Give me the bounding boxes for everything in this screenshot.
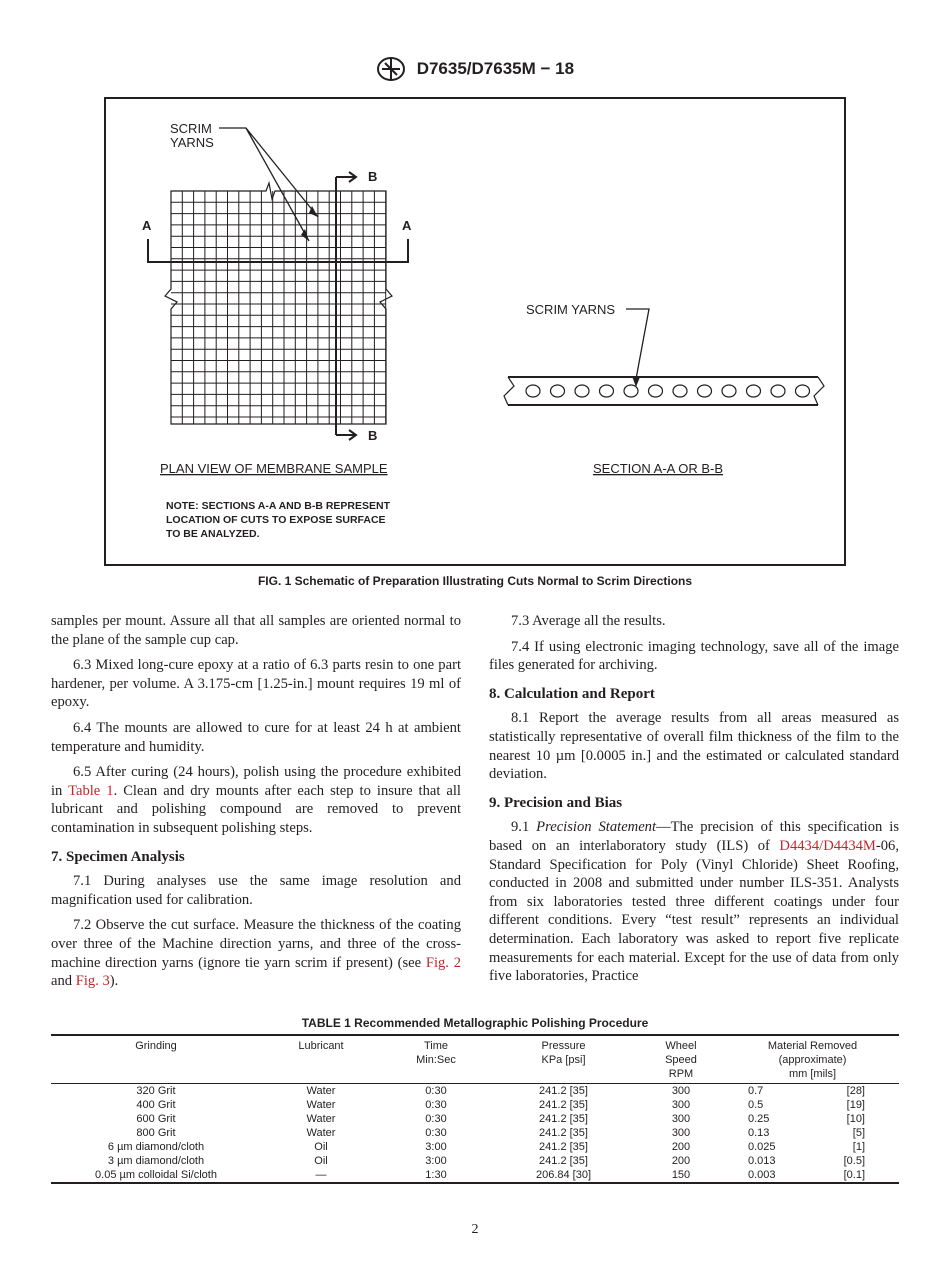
scrim-yarn-circle: [551, 385, 565, 397]
section-8-heading: 8. Calculation and Report: [489, 685, 655, 702]
paragraph-7-3: 7.3 Average all the results.: [511, 613, 666, 629]
polishing-table: [51, 1034, 899, 1184]
figure-1-frame: [104, 97, 846, 566]
cell-lubricant: Oil: [314, 1141, 328, 1153]
col-wheel: Wheel Speed RPM: [665, 1040, 697, 1080]
scrim-yarns-label-2: YARNS: [170, 135, 214, 150]
cell-grinding: 6 µm diamond/cloth: [107, 1141, 205, 1153]
cell-mm: 0.7: [748, 1085, 764, 1097]
table-row: [51, 1084, 899, 1099]
cell-rpm: 300: [671, 1113, 691, 1125]
cell-mils: [19]: [846, 1099, 865, 1111]
table-row: [51, 1112, 899, 1126]
cell-grinding: 3 µm diamond/cloth: [107, 1155, 205, 1167]
fig-2-link[interactable]: Fig. 2: [425, 954, 462, 971]
cell-rpm: 200: [671, 1141, 691, 1153]
cell-mm: 0.013: [748, 1155, 776, 1167]
cell-lubricant: Water: [306, 1127, 336, 1139]
scrim-yarns-label-1: SCRIM: [170, 121, 212, 136]
col-pressure: Pressure KPa [psi]: [541, 1040, 586, 1066]
astm-logo-icon: [376, 56, 406, 82]
section-7-heading: 7. Specimen Analysis: [51, 848, 185, 865]
col-lubricant: Lubricant: [298, 1040, 344, 1052]
membrane-right-break: [814, 377, 824, 405]
table-header-row: [51, 1035, 899, 1084]
cell-time: 0:30: [425, 1113, 447, 1125]
paragraph-7-4: 7.4 If using electronic imaging technology, save all of the image files generated for archiving.: [489, 638, 899, 674]
cell-grinding: 320 Grit: [136, 1085, 176, 1097]
cell-mm: 0.5: [748, 1099, 764, 1111]
cell-pressure: 241.2 [35]: [539, 1085, 588, 1097]
cell-mm: 0.025: [748, 1141, 776, 1153]
b-arrow-top: [336, 172, 356, 182]
page-header: [0, 56, 950, 82]
note-line-2: LOCATION OF CUTS TO EXPOSE SURFACE: [166, 514, 386, 526]
scrim-yarn-circle: [722, 385, 736, 397]
b-arrow-bottom: [336, 430, 356, 440]
cell-mils: [5]: [852, 1127, 865, 1139]
paragraph-8-1: 8.1 Report the average results from all areas measured as statistically representative of overall film thickness of the film to the nearest 10 µm [0.0005 in.] and the estimated or calculated standard deviation.: [489, 710, 899, 783]
figure-caption: FIG. 1 Schematic of Preparation Illustrating Cuts Normal to Scrim Directions: [257, 574, 693, 588]
paragraph-7-2: 7.2 Observe the cut surface. Measure the thickness of the coating over three of the Machine direction yarns, and three of the cross-machine direction yarns (ignore tie yarn scrim if present) (see Fig. 2 and Fig. 3).: [51, 917, 462, 990]
paragraph-7-1: 7.1 During analyses use the same image resolution and magnification used for calibration.: [51, 873, 461, 908]
cell-grinding: 600 Grit: [136, 1113, 176, 1125]
label-a-left: A: [142, 218, 152, 233]
cell-mm: 0.13: [748, 1127, 770, 1139]
page-number: 2: [471, 1222, 479, 1237]
scrim-yarn-circle: [747, 385, 761, 397]
section-yarns: [526, 385, 810, 397]
scrim-yarn-circle: [771, 385, 785, 397]
cell-pressure: 241.2 [35]: [539, 1113, 588, 1125]
membrane-left-break: [504, 377, 514, 405]
cell-lubricant: Oil: [314, 1155, 328, 1167]
cell-mils: [28]: [846, 1085, 865, 1097]
note-line-1: NOTE: SECTIONS A-A AND B-B REPRESENT: [166, 500, 391, 512]
col-material-removed: Material Removed (approximate) mm [mils]: [767, 1040, 858, 1080]
cell-rpm: 300: [671, 1085, 691, 1097]
section-leader: [626, 309, 649, 379]
label-b-bottom: B: [368, 428, 378, 443]
cell-time: 1:30: [425, 1169, 447, 1181]
table-row: [51, 1098, 899, 1112]
col-grinding: Grinding: [135, 1040, 177, 1052]
figure-1-schematic: [106, 99, 844, 564]
cell-time: 0:30: [425, 1085, 447, 1097]
scrim-yarn-circle: [600, 385, 614, 397]
left-column: [51, 612, 461, 998]
cell-lubricant: —: [315, 1169, 327, 1181]
scrim-yarn-circle: [624, 385, 638, 397]
paragraph-9-1: 9.1 Precision Statement—The precision of this specification is based on an interlaboratory study (ILS) of D4434/D4434M-06, Standard Specification for Poly (Vinyl Chloride) Sheet Roofing, conducted in 2008 and submitted under number ILS-351. Analysts from six laboratories tested three different coatings under four different conditions. Every “test result” represents an individual determination. Each laboratory was asked to report five replicate measurements for each material. Except for the use of data from only five laboratories, Practice: [489, 819, 899, 985]
cell-pressure: 241.2 [35]: [539, 1155, 588, 1167]
paragraph-6-5: 6.5 After curing (24 hours), polish using the procedure exhibited in Table 1. Clean and dry mounts after each step to insure that all lubricant and polishing compound are removed to prevent contamination in subsequent polishing steps.: [51, 764, 461, 836]
cell-rpm: 150: [671, 1169, 691, 1181]
cell-mm: 0.25: [748, 1113, 770, 1125]
cell-grinding: 0.05 µm colloidal Si/cloth: [95, 1169, 217, 1181]
cell-mils: [1]: [852, 1141, 865, 1153]
cell-mils: [10]: [846, 1113, 865, 1125]
table-caption: TABLE 1 Recommended Metallographic Polishing Procedure: [301, 1016, 649, 1030]
cell-mm: 0.003: [748, 1169, 776, 1181]
cell-lubricant: Water: [306, 1113, 336, 1125]
cell-lubricant: Water: [306, 1099, 336, 1111]
cell-time: 3:00: [425, 1141, 447, 1153]
cell-mils: [0.5]: [843, 1155, 865, 1167]
table-row: [51, 1154, 899, 1168]
section-9-heading: 9. Precision and Bias: [489, 794, 623, 811]
d4434-link[interactable]: D4434/D4434M: [779, 837, 876, 854]
fig-3-link[interactable]: Fig. 3: [75, 973, 110, 990]
label-b-top: B: [368, 169, 378, 184]
scrim-yarn-circle: [698, 385, 712, 397]
cell-lubricant: Water: [306, 1085, 336, 1097]
scrim-yarn-circle: [526, 385, 540, 397]
col-time: Time Min:Sec: [416, 1040, 456, 1066]
paragraph-6-3: 6.3 Mixed long-cure epoxy at a ratio of 6.3 parts resin to one part hardener, per volume. A 3.175-cm [1.25-in.] mount requires 19 ml of epoxy.: [51, 657, 461, 711]
table-row: [51, 1168, 899, 1183]
scrim-grid: [171, 191, 386, 424]
cell-pressure: 241.2 [35]: [539, 1141, 588, 1153]
table-row: [51, 1126, 899, 1140]
cell-pressure: 206.84 [30]: [535, 1169, 592, 1181]
scrim-yarns-right-label: SCRIM YARNS: [526, 302, 616, 317]
table-row: [51, 1140, 899, 1154]
scrim-yarn-circle: [649, 385, 663, 397]
paragraph-6-4: 6.4 The mounts are allowed to cure for at least 24 h at ambient temperature and humidity.: [51, 719, 461, 755]
cell-pressure: 241.2 [35]: [539, 1127, 588, 1139]
plan-view-title: PLAN VIEW OF MEMBRANE SAMPLE: [160, 461, 388, 476]
scrim-yarn-circle: [673, 385, 687, 397]
cell-grinding: 800 Grit: [136, 1127, 176, 1139]
cell-mils: [0.1]: [843, 1169, 865, 1181]
table-1-link[interactable]: Table 1: [68, 782, 114, 799]
cell-grinding: 400 Grit: [136, 1099, 176, 1111]
cell-time: 3:00: [425, 1155, 447, 1167]
cell-rpm: 300: [671, 1099, 691, 1111]
scrim-yarn-circle: [575, 385, 589, 397]
paragraph-continued: samples per mount. Assure all that all samples are oriented normal to the plane of the sample cup cap.: [51, 613, 461, 648]
cell-rpm: 300: [671, 1127, 691, 1139]
scrim-yarn-circle: [796, 385, 810, 397]
right-column: [489, 612, 899, 993]
standard-designation: D7635/D7635M − 18: [416, 59, 575, 78]
cell-time: 0:30: [425, 1127, 447, 1139]
note-line-3: TO BE ANALYZED.: [166, 528, 260, 540]
cell-rpm: 200: [671, 1155, 691, 1167]
label-a-right: A: [402, 218, 412, 233]
cell-time: 0:30: [425, 1099, 447, 1111]
section-title: SECTION A-A OR B-B: [593, 461, 724, 476]
cell-pressure: 241.2 [35]: [539, 1099, 588, 1111]
